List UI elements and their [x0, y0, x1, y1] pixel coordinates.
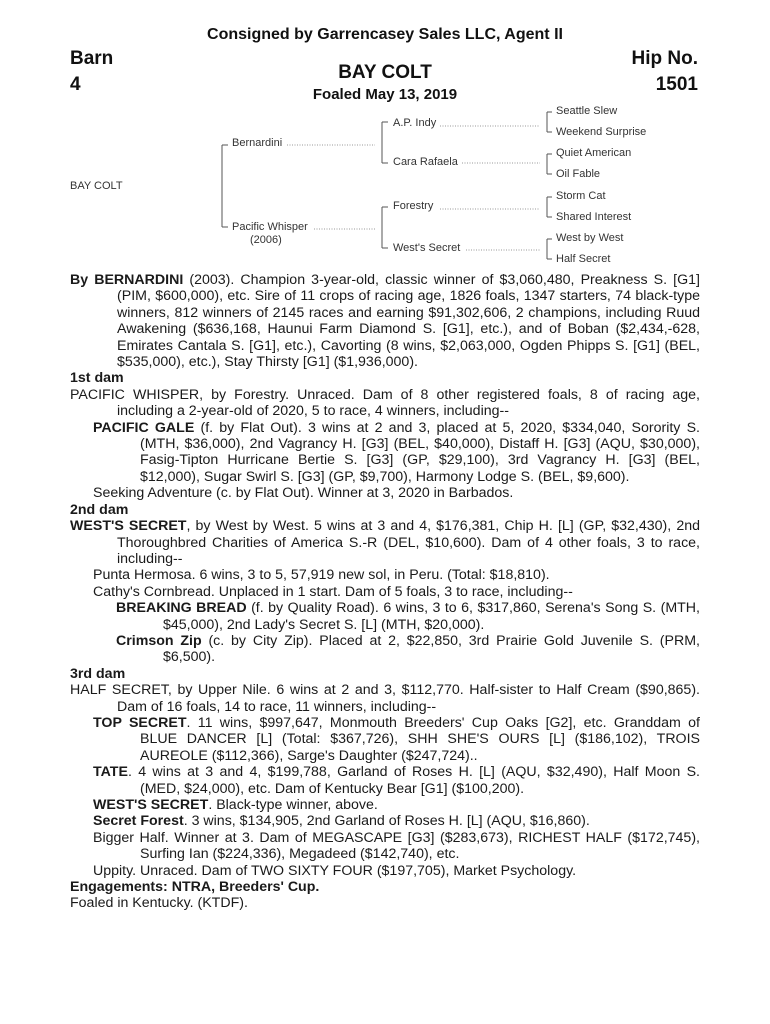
cathys-cornbread-entry: Cathy's Cornbread. Unplaced in 1 start. Dam of 5 foals, 3 to race, including-- [93, 583, 573, 600]
engagements: Engagements: NTRA, Breeders' Cup. [70, 879, 320, 896]
pedigree-dam-year: (2006) [250, 234, 282, 246]
pedigree-sire: Bernardini [232, 137, 283, 149]
pedigree-sire-dam: Cara Rafaela [393, 156, 458, 168]
crimson-zip-entry [70, 633, 700, 666]
secret-forest-text: . 3 wins, $134,905, 2nd Garland of Roses H. [L] (AQU, $16,860). [183, 813, 590, 830]
pacific-gale-name: PACIFIC GALE [93, 419, 195, 436]
wests-secret-text: , by West by West. 5 wins at 3 and 4, $176,381, Chip H. [L] (GP, $32,430), 2nd Thoroughbred Charities of America S.-R (DEL, $10,600). Dam of 4 other foals, 3 to race, including-- [117, 518, 700, 567]
uppity-entry: Uppity. Unraced. Dam of TWO SIXTY FOUR ($197,705), Market Psychology. [93, 862, 577, 879]
wests-secret-name: WEST'S SECRET [70, 518, 187, 535]
tate-entry [70, 764, 700, 797]
pedigree-g6: Shared Interest [556, 211, 632, 223]
pedigree-sire-sire: A.P. Indy [393, 117, 437, 129]
pedigree-g2: Weekend Surprise [556, 126, 647, 138]
pedigree-g1: Seattle Slew [556, 105, 618, 117]
foaled-in: Foaled in Kentucky. (KTDF). [70, 895, 248, 912]
top-secret-entry [70, 715, 700, 764]
bigger-half-entry: Bigger Half. Winner at 3. Dam of MEGASCAPE [G3] ($283,673), RICHEST HALF ($172,745), Surfing Ian ($224,336), Megadeed ($142,740), etc. [93, 829, 700, 863]
tate-name: TATE [93, 764, 128, 781]
hip-number: 1501 [655, 74, 698, 95]
pedigree-g7: West by West [556, 232, 624, 244]
foaled-date: Foaled May 13, 2019 [312, 86, 458, 103]
secret-forest-name: Secret Forest [93, 813, 184, 830]
crimson-zip-name: Crimson Zip [116, 632, 202, 649]
wests-secret-entry [70, 797, 700, 813]
hip-label: Hip No. [631, 48, 698, 69]
horse-title: BAY COLT [338, 62, 432, 83]
sire-paragraph [70, 272, 700, 370]
tate-text: . 4 wins at 3 and 4, $199,788, Garland of Roses H. [L] (AQU, $32,490), Half Moon S. (MED, $24,000), etc. Dam of Kentucky Bear [G1] ($100,200). [127, 764, 700, 797]
pedigree-g8: Half Secret [556, 253, 611, 265]
consignor-line: Consigned by Garrencasey Sales LLC, Agent II [207, 26, 563, 43]
pedigree-g4: Oil Fable [556, 168, 601, 180]
second-dam-heading: 2nd dam [70, 501, 129, 518]
top-secret-name: TOP SECRET [93, 714, 187, 731]
third-dam-main: HALF SECRET, by Upper Nile. 6 wins at 2 and 3, $112,770. Half-sister to Half Cream ($90,865). Dam of 16 foals, 14 to race, 11 winners, including-- [70, 682, 700, 715]
pedigree-dam-dam: West's Secret [393, 242, 461, 254]
pedigree-dam-sire: Forestry [393, 200, 434, 212]
secret-forest-entry [70, 813, 700, 829]
wests-secret-name-2: WEST'S SECRET [93, 797, 209, 813]
catalog-body [70, 272, 700, 912]
sire-text: (2003). Champion 3-year-old, classic winner of $3,060,480, Preakness S. [G1] (PIM, $600,000), etc. Sire of 11 crops of racing age, 1826 foals, 1347 starters, 74 black-type winners, 812 winners of 2145 races and earning $91,302,606, 2 champions, including Ruud Awakening ($636,168, Haunui Farm Diamond S. [G1], etc.), and of Boban ($2,434,-628, Emirates Cantala S. [G1], etc.), Cavorting (8 wins, $2,063,000, Ogden Phipps S. [G1] (BEL, $535,000), etc.), Stay Thirsty [G1] ($1,936,000). [117, 272, 700, 371]
sire-lead: By BERNARDINI [70, 272, 184, 288]
pacific-gale-entry [70, 420, 700, 486]
crimson-zip-text: (c. by City Zip). Placed at 2, $22,850, 3rd Prairie Gold Juvenile S. (PRM, $6,500). [163, 632, 700, 666]
punta-hermosa-entry: Punta Hermosa. 6 wins, 3 to 5, 57,919 new sol, in Peru. (Total: $18,810). [93, 567, 550, 584]
barn-number: 4 [70, 74, 81, 95]
breaking-bread-text: (f. by Quality Road). 6 wins, 3 to 6, $317,860, Serena's Song S. (MTH, $45,000), 2nd Lady's Secret S. [L] (MTH, $20,000). [163, 600, 700, 633]
pacific-gale-text: (f. by Flat Out). 3 wins at 2 and 3, placed at 5, 2020, $334,040, Sorority S. (MTH, $36,000), 2nd Vagrancy H. [G3] (BEL, $40,000), Distaff H. [G3] (AQU, $30,000), Fasig-Tipton Hurricane Bertie S. [G3] (GP, $29,100), 3rd Vagrancy H. [G3] (BEL, $12,000), Sugar Swirl S. [G3] (GP, $9,700), Harmony Lodge S. (BEL, $9,600). [140, 419, 700, 485]
breaking-bread-entry [70, 600, 700, 633]
first-dam-heading: 1st dam [70, 370, 124, 387]
pedigree-g5: Storm Cat [556, 190, 606, 202]
pedigree-subject: BAY COLT [70, 180, 123, 192]
breaking-bread-name: BREAKING BREAD [116, 600, 247, 617]
top-secret-text: . 11 wins, $997,647, Monmouth Breeders' Cup Oaks [G2], etc. Granddam of BLUE DANCER [L] (Total: $367,726), SHH SHE'S OURS [L] ($186,102), TROIS AUREOLE ($112,366), Sarge's Daughter ($247,724).. [140, 714, 700, 764]
pedigree-chart [0, 100, 770, 270]
pedigree-dam: Pacific Whisper [232, 221, 308, 233]
barn-label: Barn [70, 48, 114, 69]
wests-secret-text-2: . Black-type winner, above. [208, 797, 378, 813]
second-dam-main [70, 518, 700, 567]
pedigree-g3: Quiet American [556, 147, 632, 159]
third-dam-heading: 3rd dam [70, 665, 126, 682]
seeking-adventure-entry: Seeking Adventure (c. by Flat Out). Winner at 3, 2020 in Barbados. [93, 485, 514, 502]
first-dam-main: PACIFIC WHISPER, by Forestry. Unraced. Dam of 8 other registered foals, 8 of racing age, including a 2-year-old of 2020, 5 to race, 4 winners, including-- [70, 386, 700, 420]
